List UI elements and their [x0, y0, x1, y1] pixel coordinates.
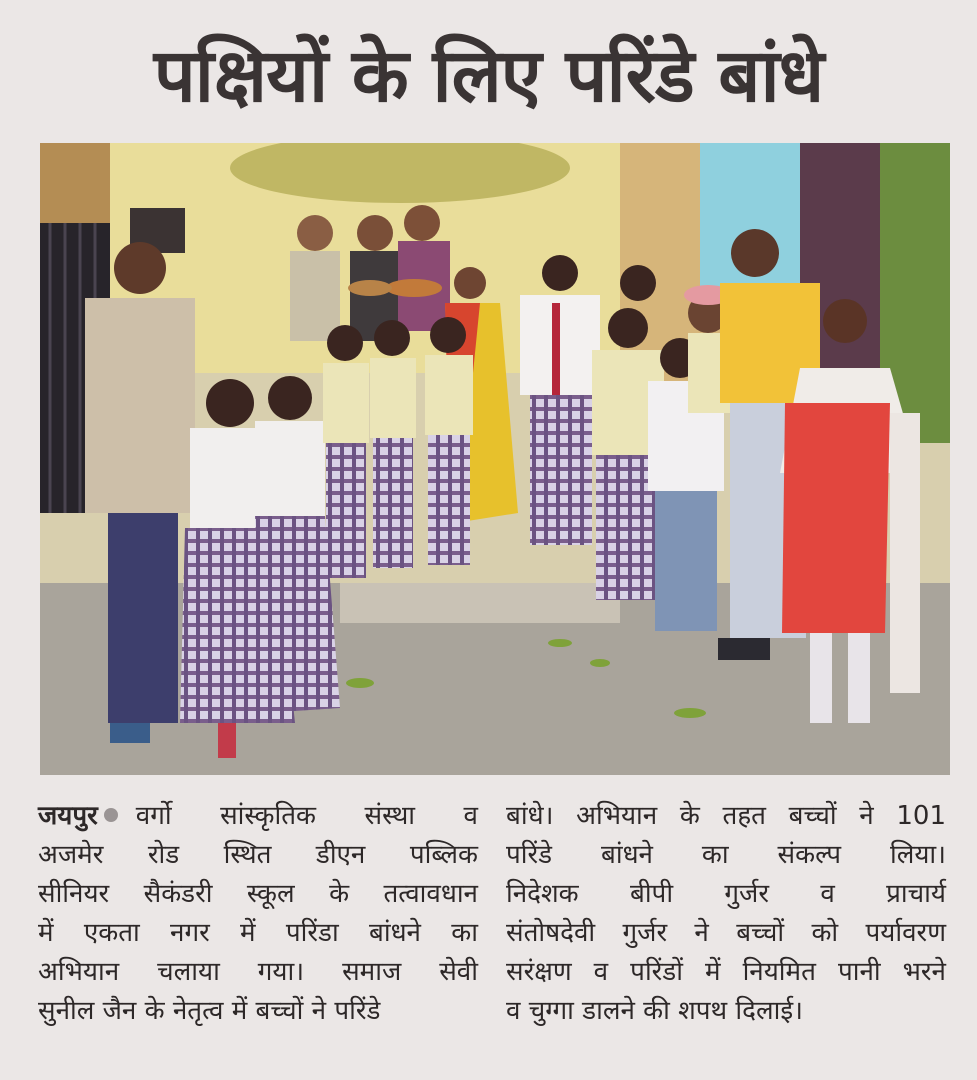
headline: पक्षियों के लिए परिंडे बांधे: [153, 33, 824, 119]
article-line-text: वर्गो सांस्कृतिक संस्था व: [135, 801, 478, 831]
article-line: अजमेर रोड स्थित डीएन पब्लिक: [38, 840, 478, 870]
article-line: [38, 797, 478, 836]
article-line: सरंक्षण व परिंडों में नियमित पानी भरने: [506, 957, 946, 987]
dateline-bullet-icon: [104, 808, 118, 822]
news-photo: [40, 143, 950, 775]
article-line: व चुग्गा डालने की शपथ दिलाई।: [506, 996, 803, 1026]
article-line: सीनियर सैकंडरी स्कूल के तत्वावधान: [38, 879, 478, 909]
article-column-right: [506, 797, 946, 1031]
article-line: निदेशक बीपी गुर्जर व प्राचार्य: [506, 879, 946, 909]
article-line: में एकता नगर में परिंडा बांधने का: [38, 918, 478, 948]
dateline: जयपुर: [38, 801, 98, 831]
article-line: संतोषदेवी गुर्जर ने बच्चों को पर्यावरण: [506, 918, 946, 948]
article-line: अभियान चलाया गया। समाज सेवी: [38, 957, 478, 987]
article-line: परिंडे बांधने का संकल्प लिया।: [506, 840, 946, 870]
article-column-left: [38, 797, 478, 1031]
article-line: सुनील जैन के नेतृत्व में बच्चों ने परिंडे: [38, 996, 381, 1026]
article-line: बांधे। अभियान के तहत बच्चों ने 101: [506, 801, 946, 831]
